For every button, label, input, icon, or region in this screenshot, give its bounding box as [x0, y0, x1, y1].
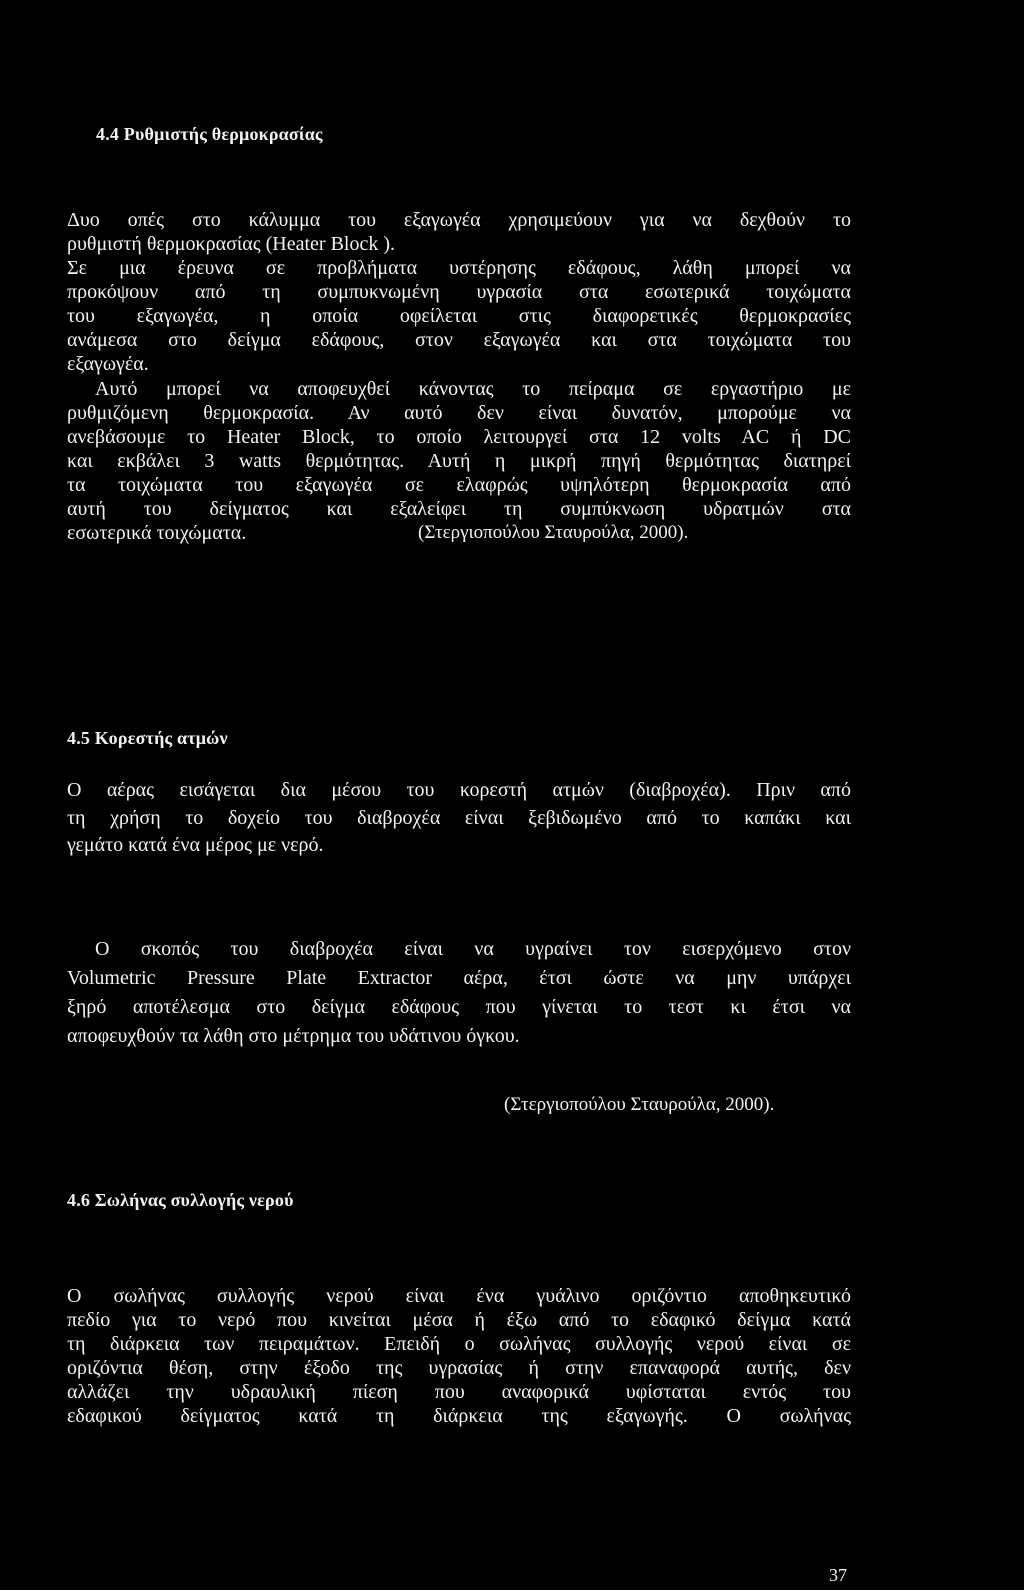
paragraph-line: αυτή του δείγματος και εξαλείφει τη συμπύκνωση υδρατμών στα	[67, 498, 851, 520]
paragraph-line: Volumetric Pressure Plate Extractor αέρα, έτσι ώστε να μην υπάρχει	[67, 967, 851, 989]
citation: (Στεργιοπούλου Σταυρούλα, 2000).	[418, 522, 689, 543]
paragraph-line: Δυο οπές στο κάλυμμα του εξαγωγέα χρησιμεύουν για να δεχθούν το	[67, 209, 851, 231]
paragraph-line: αποφευχθούν τα λάθη στο μέτρημα του υδάτινου όγκου.	[67, 1025, 520, 1047]
paragraph-line: Ο αέρας εισάγεται δια μέσου του κορεστή ατμών (διαβροχέα). Πριν από	[67, 779, 851, 801]
paragraph-line: ανάμεσα στο δείγμα εδάφους, στον εξαγωγέα και στα τοιχώματα του	[67, 329, 851, 351]
paragraph-line: γεμάτο κατά ένα μέρος με νερό.	[67, 834, 324, 856]
paragraph-line: προκόψουν από τη συμπυκνωμένη υγρασία στα εσωτερικά τοιχώματα	[67, 281, 851, 303]
paragraph-line: ρυθμιζόμενη θερμοκρασία. Αν αυτό δεν είναι δυνατόν, μπορούμε να	[67, 402, 851, 424]
paragraph-line: εδαφικού δείγματος κατά τη διάρκεια της εξαγωγής. Ο σωλήνας	[67, 1405, 851, 1427]
paragraph-line: Ο σωλήνας συλλογής νερού είναι ένα γυάλινο οριζόντιο αποθηκευτικό	[67, 1285, 851, 1307]
section-heading-4-4: 4.4 Ρυθμιστής θερμοκρασίας	[96, 124, 323, 144]
paragraph-line: ρυθμιστή θερμοκρασίας (Heater Block ).	[67, 233, 396, 255]
paragraph-line: οριζόντια θέση, στην έξοδο της υγρασίας ή στην επαναφορά αυτής, δεν	[67, 1357, 851, 1379]
paragraph-line: του εξαγωγέα, η οποία οφείλεται στις διαφορετικές θερμοκρασίες	[67, 305, 851, 327]
paragraph-line: Ο σκοπός του διαβροχέα είναι να υγραίνει τον εισερχόμενο στον	[95, 938, 851, 960]
paragraph-line: τη διάρκεια των πειραμάτων. Επειδή ο σωλήνας συλλογής νερού είναι σε	[67, 1333, 851, 1355]
paragraph-line: αλλάζει την υδραυλική πίεση που αναφορικά υφίσταται εντός του	[67, 1381, 851, 1403]
paragraph-line: Αυτό μπορεί να αποφευχθεί κάνοντας το πείραμα σε εργαστήριο με	[95, 378, 851, 400]
paragraph-line: εσωτερικά τοιχώματα.	[67, 522, 247, 544]
paragraph-line: ανεβάσουμε το Heater Block, το οποίο λειτουργεί στα 12 volts AC ή DC	[67, 426, 851, 448]
paragraph-line: και εκβάλει 3 watts θερμότητας. Αυτή η μικρή πηγή θερμότητας διατηρεί	[67, 450, 851, 472]
page-number: 37	[829, 1565, 847, 1585]
paragraph-line: τα τοιχώματα του εξαγωγέα σε ελαφρώς υψηλότερη θερμοκρασία από	[67, 474, 851, 496]
paragraph-line: Σε μια έρευνα σε προβλήματα υστέρησης εδάφους, λάθη μπορεί να	[67, 257, 851, 279]
paragraph-line: ξηρό αποτέλεσμα στο δείγμα εδάφους που γίνεται το τεστ κι έτσι να	[67, 996, 851, 1018]
section-heading-4-5: 4.5 Κορεστής ατμών	[67, 728, 228, 748]
paragraph-line: τη χρήση το δοχείο του διαβροχέα είναι ξεβιδωμένο από το καπάκι και	[67, 807, 851, 829]
paragraph-line: εξαγωγέα.	[67, 353, 149, 375]
citation: (Στεργιοπούλου Σταυρούλα, 2000).	[504, 1094, 775, 1115]
section-heading-4-6: 4.6 Σωλήνας συλλογής νερού	[67, 1190, 294, 1210]
paragraph-line: πεδίο για το νερό που κινείται μέσα ή έξω από το εδαφικό δείγμα κατά	[67, 1309, 851, 1331]
